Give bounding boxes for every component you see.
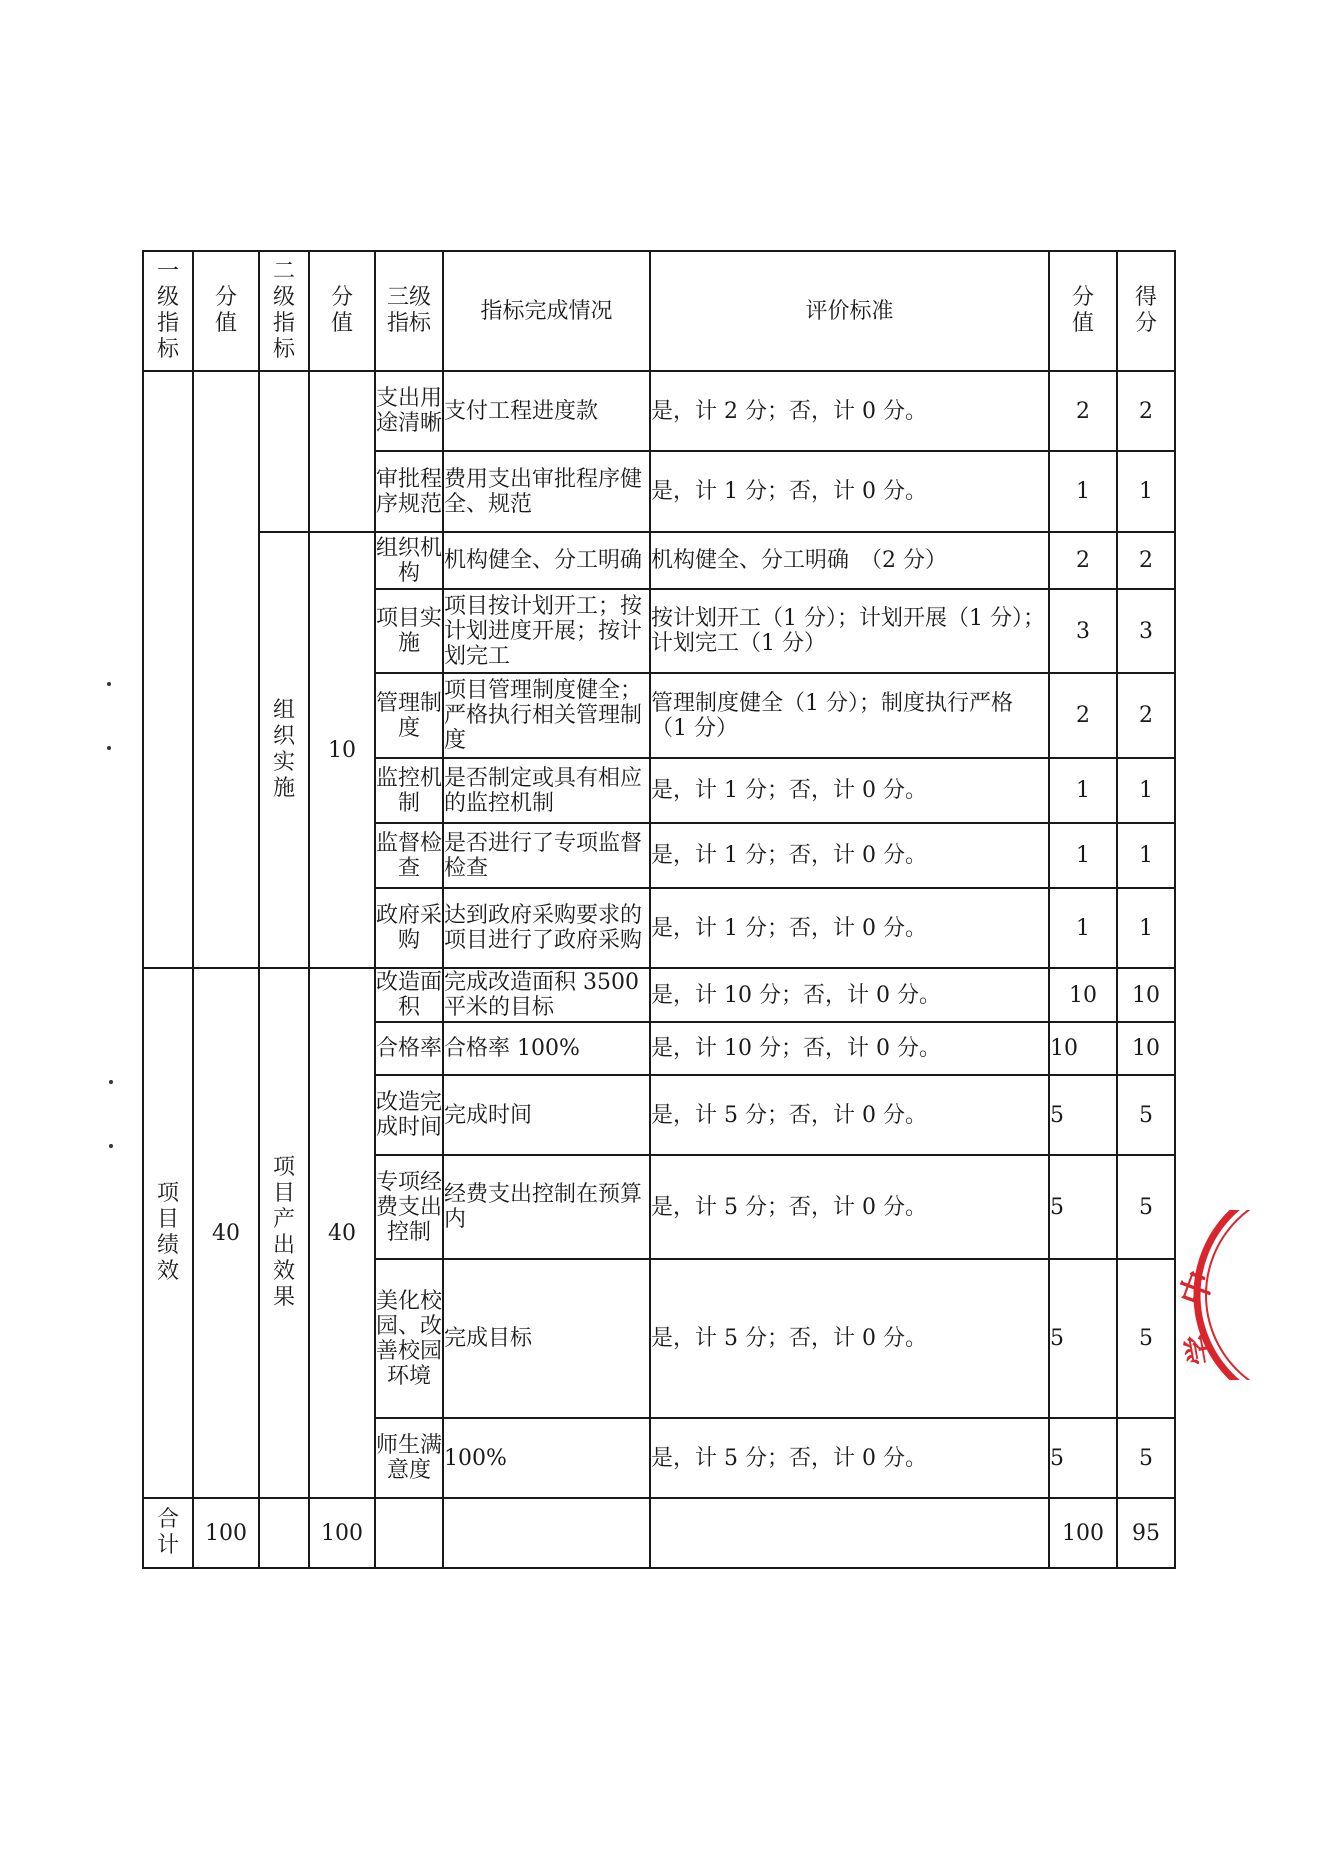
table-row <box>143 532 1175 589</box>
header-l2: 二级指标 <box>259 251 309 371</box>
l1-blank-cell <box>143 371 193 968</box>
l2-org-impl-cell: 组织实施 <box>259 532 309 968</box>
result-cell: 2 <box>1117 532 1175 589</box>
score-cell: 1 <box>1049 888 1117 968</box>
score-cell: 2 <box>1049 532 1117 589</box>
result-cell: 1 <box>1117 823 1175 888</box>
total-label-cell: 合计 <box>143 1498 193 1568</box>
l3-cell: 支出用途清晰 <box>375 371 443 451</box>
total-score3-cell: 100 <box>1049 1498 1117 1568</box>
status-cell: 完成改造面积 3500 平米的目标 <box>443 968 650 1022</box>
total-blank-cell <box>375 1498 443 1568</box>
header-l1: 一级指标 <box>143 251 193 371</box>
status-cell: 支付工程进度款 <box>443 371 650 451</box>
criteria-cell: 是，计 5 分；否，计 0 分。 <box>650 1155 1049 1259</box>
result-cell: 5 <box>1117 1155 1175 1259</box>
result-cell: 10 <box>1117 968 1175 1022</box>
seal-graphic <box>1162 1210 1288 1380</box>
score-cell: 5 <box>1049 1155 1117 1259</box>
score-cell: 1 <box>1049 758 1117 823</box>
criteria-cell: 是，计 5 分；否，计 0 分。 <box>650 1075 1049 1155</box>
status-cell: 100% <box>443 1418 650 1498</box>
l3-cell: 师生满意度 <box>375 1418 443 1498</box>
criteria-cell: 机构健全、分工明确 （2 分） <box>650 532 1049 589</box>
score-cell: 1 <box>1049 451 1117 532</box>
l3-cell: 改造完成时间 <box>375 1075 443 1155</box>
header-l3: 三级指标 <box>375 251 443 371</box>
score1-blank-cell <box>193 371 259 968</box>
score-cell: 5 <box>1049 1418 1117 1498</box>
criteria-cell: 是，计 10 分；否，计 0 分。 <box>650 968 1049 1022</box>
score-cell: 1 <box>1049 823 1117 888</box>
svg-text:中: 中 <box>1172 1265 1223 1312</box>
status-cell: 项目管理制度健全；严格执行相关管理制度 <box>443 673 650 758</box>
l3-cell: 组织机构 <box>375 532 443 589</box>
status-cell: 合格率 100% <box>443 1022 650 1075</box>
total-blank-cell <box>443 1498 650 1568</box>
score-cell: 10 <box>1049 1022 1117 1075</box>
l2-output-cell: 项目产出效果 <box>259 968 309 1498</box>
status-cell: 完成目标 <box>443 1259 650 1418</box>
l3-cell: 改造面积 <box>376 970 443 1020</box>
result-cell: 10 <box>1117 1022 1175 1075</box>
status-cell: 经费支出控制在预算内 <box>443 1155 650 1259</box>
criteria-cell: 按计划开工（1 分）；计划开展（1 分）；计划完工（1 分） <box>650 589 1049 673</box>
result-cell: 2 <box>1117 673 1175 758</box>
result-cell: 5 <box>1117 1259 1175 1418</box>
result-cell: 5 <box>1117 1075 1175 1155</box>
l1-perf-cell: 项目绩效 <box>143 968 193 1498</box>
score-cell: 5 <box>1049 1259 1117 1418</box>
header-score2: 分值 <box>309 251 375 371</box>
l3-cell: 专项经费支出控制 <box>375 1155 443 1259</box>
score2-blank-cell <box>309 371 375 532</box>
criteria-cell: 是，计 1 分；否，计 0 分。 <box>650 888 1049 968</box>
l3-cell: 美化校园、改善校园环境 <box>375 1259 443 1418</box>
margin-dot <box>109 1080 113 1084</box>
total-row <box>143 1498 1175 1568</box>
criteria-cell: 是，计 5 分；否，计 0 分。 <box>650 1418 1049 1498</box>
status-cell: 是否制定或具有相应的监控机制 <box>443 758 650 823</box>
total-score1-cell: 100 <box>193 1498 259 1568</box>
margin-dot <box>109 1144 113 1148</box>
header-status: 指标完成情况 <box>443 251 650 371</box>
criteria-cell: 是，计 1 分；否，计 0 分。 <box>650 451 1049 532</box>
status-cell: 机构健全、分工明确 <box>443 532 650 589</box>
status-cell: 完成时间 <box>443 1075 650 1155</box>
total-result-cell: 95 <box>1117 1498 1175 1568</box>
status-cell: 达到政府采购要求的项目进行了政府采购 <box>443 888 650 968</box>
result-cell: 3 <box>1117 589 1175 673</box>
score-cell: 10 <box>1049 968 1117 1022</box>
margin-dot <box>107 682 111 686</box>
result-cell: 1 <box>1117 888 1175 968</box>
criteria-cell: 是，计 1 分；否，计 0 分。 <box>650 758 1049 823</box>
header-score3: 分值 <box>1049 251 1117 371</box>
total-blank-cell <box>650 1498 1049 1568</box>
criteria-cell: 是，计 2 分；否，计 0 分。 <box>650 371 1049 451</box>
svg-text:学: 学 <box>1180 1331 1221 1368</box>
margin-dot <box>107 746 111 750</box>
score1-perf-cell: 40 <box>193 968 259 1498</box>
total-blank-cell <box>259 1498 309 1568</box>
status-cell: 是否进行了专项监督检查 <box>443 823 650 888</box>
score2-org-impl-cell: 10 <box>309 532 375 968</box>
table-row <box>143 968 1175 1022</box>
l2-blank-cell <box>259 371 309 532</box>
score-cell: 3 <box>1049 589 1117 673</box>
result-cell: 1 <box>1117 451 1175 532</box>
result-cell: 2 <box>1117 371 1175 451</box>
score-cell: 5 <box>1049 1075 1117 1155</box>
l3-cell: 项目实施 <box>375 589 443 673</box>
criteria-cell: 管理制度健全（1 分）；制度执行严格（1 分） <box>650 673 1049 758</box>
header-score1: 分值 <box>193 251 259 371</box>
score2-output-cell: 40 <box>309 968 375 1498</box>
l3-cell: 管理制度 <box>375 673 443 758</box>
criteria-cell: 是，计 10 分；否，计 0 分。 <box>650 1022 1049 1075</box>
l3-cell: 监督检查 <box>375 823 443 888</box>
evaluation-table <box>142 250 1176 1569</box>
status-cell: 费用支出审批程序健全、规范 <box>443 451 650 532</box>
red-seal <box>1162 1210 1288 1380</box>
l3-cell: 政府采购 <box>375 888 443 968</box>
score-cell: 2 <box>1049 673 1117 758</box>
score-cell: 2 <box>1049 371 1117 451</box>
header-criteria: 评价标准 <box>650 251 1049 371</box>
total-score2-cell: 100 <box>309 1498 375 1568</box>
l3-cell: 合格率 <box>375 1022 443 1075</box>
table-row <box>143 371 1175 451</box>
criteria-cell: 是，计 5 分；否，计 0 分。 <box>650 1259 1049 1418</box>
l3-cell: 审批程序规范 <box>375 451 443 532</box>
result-cell: 5 <box>1117 1418 1175 1498</box>
header-row <box>143 251 1175 371</box>
criteria-cell: 是，计 1 分；否，计 0 分。 <box>650 823 1049 888</box>
status-cell: 项目按计划开工；按计划进度开展；按计划完工 <box>443 589 650 673</box>
l3-cell: 监控机制 <box>375 758 443 823</box>
header-result: 得分 <box>1117 251 1175 371</box>
result-cell: 1 <box>1117 758 1175 823</box>
